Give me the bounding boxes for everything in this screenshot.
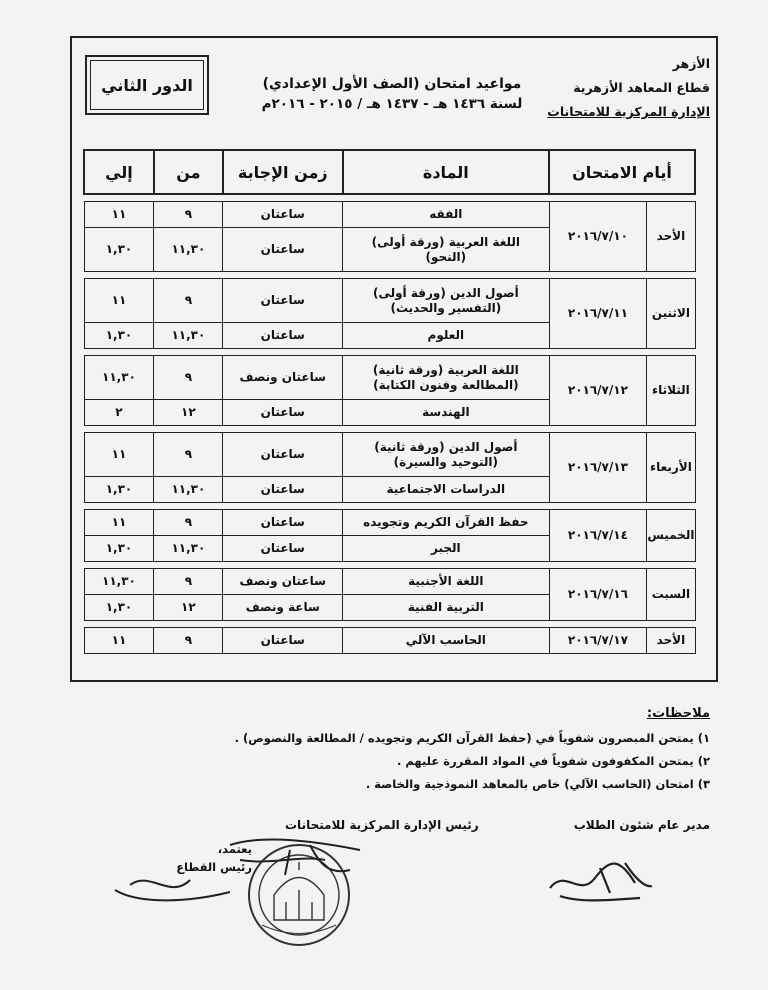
subject-cell (343, 477, 549, 503)
subject-cell (343, 279, 549, 323)
table-row (84, 510, 695, 536)
notes-title: ملاحظات: (646, 706, 710, 721)
to-time-cell: ١,٣٠ (84, 323, 154, 349)
exam-day: الأحد (647, 202, 695, 272)
to-time-cell: ١١ (84, 628, 154, 654)
subject-text: (المطالعة وفنون الكتابة) (373, 377, 519, 392)
subject-text: الهندسة (422, 405, 470, 419)
header-days: أيام الامتحان (549, 150, 695, 194)
subject-text: (التفسير والحديث) (390, 300, 502, 315)
table-row (84, 433, 695, 477)
subject-text: (النحو) (425, 249, 467, 264)
subject-cell (343, 510, 549, 536)
subject-cell (343, 595, 549, 621)
exam-schedule-table (83, 149, 696, 654)
subject-cell (343, 228, 549, 272)
subject-text: اللغة الأجنبية (408, 574, 484, 588)
subject-text: أصول الدين (ورقة أولى) (372, 285, 519, 300)
subject-text: أصول الدين (ورقة ثانية) (374, 439, 518, 454)
to-time-cell: ١١,٣٠ (84, 356, 154, 400)
table-row (84, 628, 695, 654)
exam-day: الاثنين (647, 279, 695, 349)
from-time-cell: ٩ (154, 202, 223, 228)
subject-cell (343, 356, 549, 400)
to-time-cell: ١١ (84, 433, 154, 477)
subject-cell (343, 400, 549, 426)
duration-cell: ساعتان (223, 400, 343, 426)
exam-date: ٢٠١٦/٧/١٣ (549, 433, 647, 503)
duration-cell: ساعتان (223, 536, 343, 562)
document-title (232, 76, 552, 112)
subject-text: الجبر (431, 541, 461, 555)
subject-text: الحاسب الآلي (405, 633, 486, 647)
to-time-cell: ١١ (84, 510, 154, 536)
note-item: ٢) يمتحن المكفوفون شفوياً في المواد المقررة عليهم . (396, 754, 710, 768)
header-to: إلي (84, 150, 154, 194)
subject-cell (343, 628, 549, 654)
header-from: من (154, 150, 223, 194)
from-time-cell: ١١,٣٠ (154, 477, 223, 503)
table-row (84, 356, 695, 400)
org-department: الإدارة المركزية للامتحانات (547, 104, 710, 119)
subject-text: الدراسات الاجتماعية (386, 482, 506, 496)
exam-date: ٢٠١٦/٧/١٦ (549, 569, 647, 621)
header-duration: زمن الإجابة (223, 150, 343, 194)
from-time-cell: ١٢ (154, 400, 223, 426)
notes-section (70, 706, 710, 796)
endorse-label: يعتمد، (217, 842, 252, 856)
from-time-cell: ٩ (154, 510, 223, 536)
header-subject: المادة (343, 150, 549, 194)
organization-header (530, 52, 710, 124)
exam-date: ٢٠١٦/٧/١٧ (549, 628, 647, 654)
duration-cell: ساعتان (223, 323, 343, 349)
org-name: الأزهر (672, 56, 710, 71)
subject-cell (343, 433, 549, 477)
subject-text: اللغة العربية (ورقة أولى) (371, 234, 520, 249)
exam-day: الأربعاء (647, 433, 695, 503)
duration-cell: ساعتان ونصف (223, 569, 343, 595)
duration-cell: ساعة ونصف (223, 595, 343, 621)
exam-date: ٢٠١٦/٧/١٤ (549, 510, 647, 562)
to-time-cell: ١,٣٠ (84, 477, 154, 503)
org-sector: قطاع المعاهد الأزهرية (573, 80, 710, 95)
signature-mark-left (110, 830, 400, 920)
table-row (84, 569, 695, 595)
duration-cell: ساعتان (223, 510, 343, 536)
exam-day: السبت (647, 569, 695, 621)
to-time-cell: ١,٣٠ (84, 595, 154, 621)
from-time-cell: ٩ (154, 279, 223, 323)
duration-cell: ساعتان ونصف (223, 356, 343, 400)
subject-text: (التوحيد والسيرة) (393, 454, 499, 469)
exam-title: مواعيد امتحان (الصف الأول الإعدادي) (262, 76, 522, 92)
duration-cell: ساعتان (223, 477, 343, 503)
exam-day: الأحد (647, 628, 695, 654)
signature-exams-head-title: رئيس الإدارة المركزية للامتحانات (285, 818, 479, 832)
to-time-cell: ١١,٣٠ (84, 569, 154, 595)
from-time-cell: ١١,٣٠ (154, 228, 223, 272)
subject-text: التربية الفنية (407, 600, 484, 614)
duration-cell: ساعتان (223, 202, 343, 228)
from-time-cell: ١١,٣٠ (154, 536, 223, 562)
subject-cell (343, 202, 549, 228)
subject-text: العلوم (427, 328, 465, 342)
exam-day: الثلاثاء (647, 356, 695, 426)
table-row (84, 202, 695, 228)
duration-cell: ساعتان (223, 279, 343, 323)
signature-mark-right (540, 848, 660, 908)
from-time-cell: ٩ (154, 569, 223, 595)
duration-cell: ساعتان (223, 433, 343, 477)
endorse-title: رئيس القطاع (176, 860, 252, 874)
subject-text: حفظ القرآن الكريم وتجويده (363, 515, 529, 529)
to-time-cell: ١١ (84, 202, 154, 228)
duration-cell: ساعتان (223, 228, 343, 272)
duration-cell: ساعتان (223, 628, 343, 654)
academic-year: لسنة ١٤٣٦ هـ - ١٤٣٧ هـ / ٢٠١٥ - ٢٠١٦م (261, 96, 523, 112)
subject-text: الفقه (429, 207, 463, 221)
to-time-cell: ١١ (84, 279, 154, 323)
table-row (84, 279, 695, 323)
from-time-cell: ٩ (154, 356, 223, 400)
subject-cell (343, 323, 549, 349)
exam-date: ٢٠١٦/٧/١٢ (549, 356, 647, 426)
subject-cell (343, 536, 549, 562)
subject-text: اللغة العربية (ورقة ثانية) (372, 362, 519, 377)
from-time-cell: ١١,٣٠ (154, 323, 223, 349)
round-label: الدور الثاني (101, 75, 193, 95)
to-time-cell: ١,٣٠ (84, 536, 154, 562)
to-time-cell: ٢ (84, 400, 154, 426)
subject-cell (343, 569, 549, 595)
round-box (85, 55, 209, 115)
exam-date: ٢٠١٦/٧/١٠ (549, 202, 647, 272)
note-item: ٣) امتحان (الحاسب الآلي) خاص بالمعاهد النموذجية والخاصة . (365, 777, 710, 791)
from-time-cell: ٩ (154, 628, 223, 654)
from-time-cell: ٩ (154, 433, 223, 477)
exam-date: ٢٠١٦/٧/١١ (549, 279, 647, 349)
from-time-cell: ١٢ (154, 595, 223, 621)
signature-student-affairs-title: مدير عام شئون الطلاب (573, 818, 710, 832)
note-item: ١) يمتحن المبصرون شفوياً في (حفظ القرآن الكريم وتجويده / المطالعة والنصوص) . (234, 731, 710, 745)
exam-day: الخميس (647, 510, 695, 562)
table-header-row (84, 150, 695, 194)
to-time-cell: ١,٣٠ (84, 228, 154, 272)
